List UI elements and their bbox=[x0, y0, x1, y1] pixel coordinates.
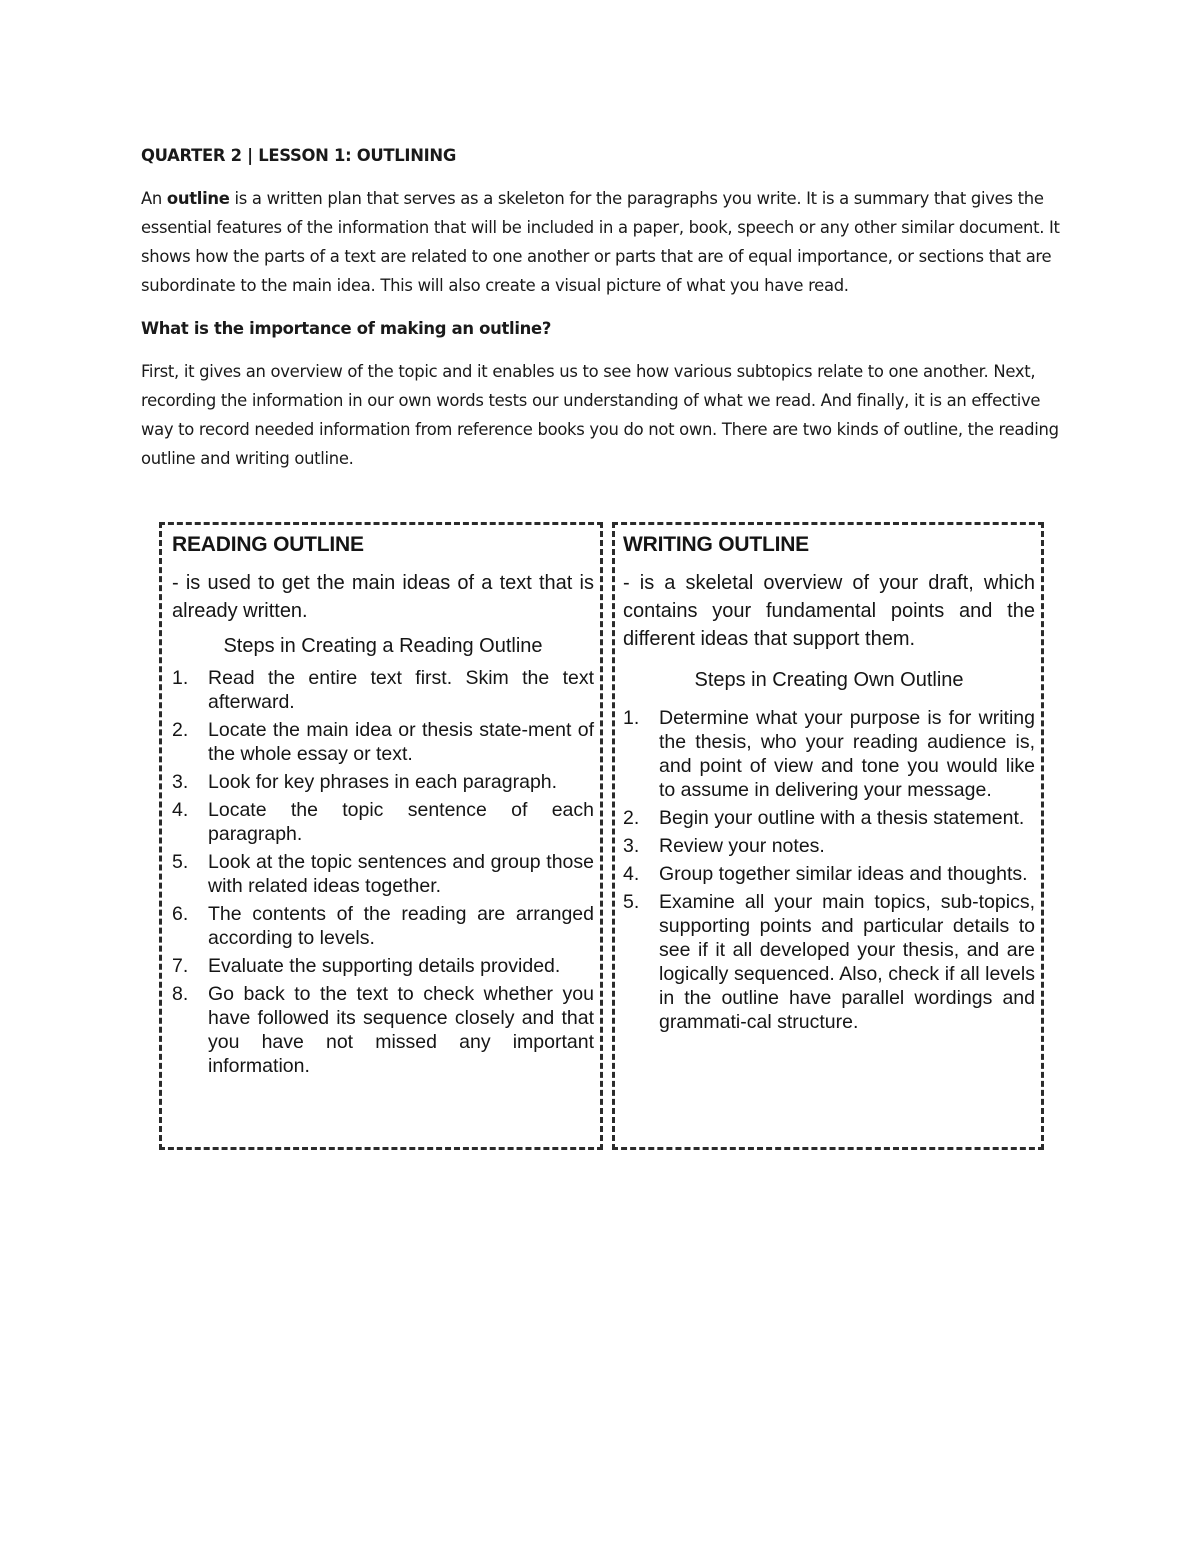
list-item bbox=[623, 706, 1035, 802]
step-text: Locate the topic sentence of each paragraph. bbox=[208, 799, 594, 845]
step-text: Go back to the text to check whether you have followed its sequence closely and that you have not missed any important information. bbox=[208, 983, 594, 1077]
list-item bbox=[172, 902, 594, 950]
step-text: Locate the main idea or thesis state-ment of the whole essay or text. bbox=[208, 719, 594, 765]
step-number: 1. bbox=[172, 667, 189, 689]
list-item bbox=[172, 770, 594, 794]
step-number: 3. bbox=[623, 835, 640, 857]
step-text: Review your notes. bbox=[659, 835, 825, 857]
step-number: 2. bbox=[172, 719, 189, 741]
list-item bbox=[172, 850, 594, 898]
step-text: Examine all your main topics, sub-topics, supporting points and particular details to see if it all developed your thesis, and are logically sequenced. Also, check if all levels in the outline have parallel wordings and grammati-cal structure. bbox=[659, 891, 1035, 1033]
step-text: Look for key phrases in each paragraph. bbox=[208, 771, 558, 793]
step-number: 5. bbox=[172, 851, 189, 873]
list-item bbox=[172, 954, 594, 978]
writing-outline-title: WRITING OUTLINE bbox=[623, 533, 809, 556]
step-number: 2. bbox=[623, 807, 640, 829]
reading-outline-definition: - is used to get the main ideas of a text that is already written. bbox=[172, 572, 594, 622]
writing-outline-definition: - is a skeletal overview of your draft, which contains your fundamental points and the different ideas that support them. bbox=[623, 572, 1035, 650]
page-title: QUARTER 2 | LESSON 1: OUTLINING bbox=[141, 146, 457, 165]
list-item bbox=[172, 718, 594, 766]
step-text: The contents of the reading are arranged according to levels. bbox=[208, 903, 594, 949]
step-number: 6. bbox=[172, 903, 189, 925]
step-number: 7. bbox=[172, 955, 189, 977]
intro-rest: is a written plan that serves as a skeleton for the paragraphs you write. It is a summary that gives the essential features of the information that will be included in a paper, book, speech or any other similar document. It shows how the parts of a text are related to one another or parts that are of equal importance, or sections that are subordinate to the main idea. This will also create a visual picture of what you have read. bbox=[141, 189, 1060, 295]
step-text: Begin your outline with a thesis statement. bbox=[659, 807, 1025, 829]
list-item bbox=[172, 666, 594, 714]
step-text: Determine what your purpose is for writing the thesis, who your reading audience is, and point of view and tone you would like to assume in delivering your message. bbox=[659, 707, 1035, 801]
reading-steps-heading: Steps in Creating a Reading Outline bbox=[223, 635, 543, 657]
question-heading: What is the importance of making an outline? bbox=[141, 319, 552, 338]
step-number: 4. bbox=[623, 863, 640, 885]
writing-steps-heading: Steps in Creating Own Outline bbox=[694, 669, 964, 691]
list-item bbox=[623, 890, 1035, 1034]
intro-paragraph bbox=[141, 184, 1066, 300]
list-item bbox=[172, 798, 594, 846]
step-number: 3. bbox=[172, 771, 189, 793]
list-item bbox=[623, 862, 1035, 886]
answer-paragraph: First, it gives an overview of the topic and it enables us to see how various subtopics relate to one another. Next, recording the information in our own words tests our understanding of what we read. And finally, it is an effective way to record needed information from reference books you do not own. There are two kinds of outline, the reading outline and writing outline. bbox=[141, 362, 1059, 468]
intro-lead: An bbox=[141, 189, 167, 208]
list-item bbox=[623, 834, 1035, 858]
step-text: Evaluate the supporting details provided. bbox=[208, 955, 561, 977]
step-number: 1. bbox=[623, 707, 640, 729]
step-number: 4. bbox=[172, 799, 189, 821]
intro-term: outline bbox=[166, 189, 230, 208]
reading-outline-title: READING OUTLINE bbox=[172, 533, 364, 556]
reading-outline-box bbox=[159, 522, 603, 1150]
writing-outline-box bbox=[612, 522, 1044, 1150]
list-item bbox=[172, 982, 594, 1078]
writing-steps-list bbox=[623, 706, 1035, 1034]
step-text: Group together similar ideas and thoughts. bbox=[659, 863, 1028, 885]
reading-steps-list bbox=[172, 666, 594, 1078]
step-number: 8. bbox=[172, 983, 189, 1005]
step-text: Read the entire text first. Skim the text afterward. bbox=[208, 667, 594, 713]
step-number: 5. bbox=[623, 891, 640, 913]
list-item bbox=[623, 806, 1035, 830]
document-body bbox=[141, 142, 1066, 473]
step-text: Look at the topic sentences and group those with related ideas together. bbox=[208, 851, 594, 897]
